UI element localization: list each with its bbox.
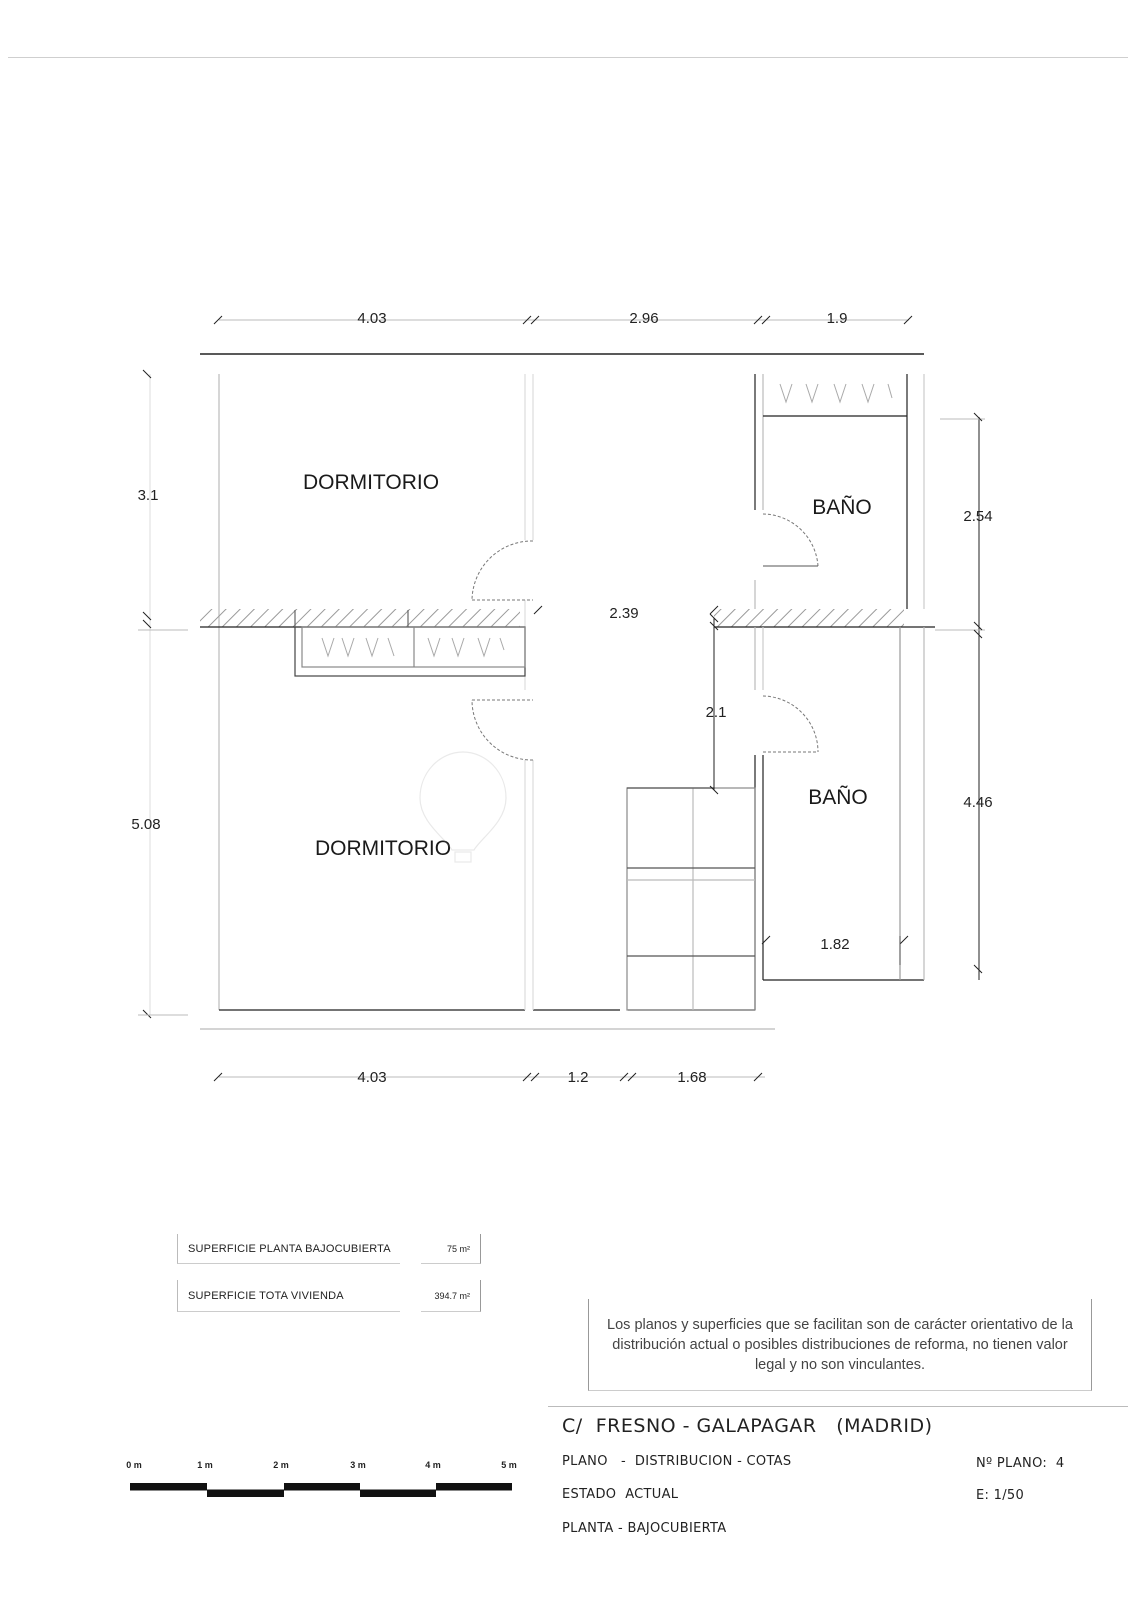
room-label-dormitorio-2: DORMITORIO xyxy=(314,837,452,860)
dim-top-1: 4.03 xyxy=(357,310,387,327)
dimension-lines xyxy=(138,316,985,1081)
area-label-total: SUPERFICIE TOTA VIVIENDA xyxy=(177,1280,400,1312)
scale-label-0: 0 m xyxy=(126,1460,142,1470)
door-swings xyxy=(472,514,818,760)
dim-bottom-1: 4.03 xyxy=(357,1069,387,1086)
plan-state: ESTADO ACTUAL xyxy=(562,1487,679,1502)
room-label-bano-1: BAÑO xyxy=(812,496,872,519)
dim-interior-3: 1.82 xyxy=(820,936,850,953)
scale-label-2: 2 m xyxy=(273,1460,289,1470)
plan-number: Nº PLANO: 4 xyxy=(976,1456,1065,1471)
dim-interior-1: 2.39 xyxy=(609,605,639,622)
area-label-bajocubierta: SUPERFICIE PLANTA BAJOCUBIERTA xyxy=(177,1234,400,1264)
area-value-total: 394.7 m² xyxy=(421,1280,481,1312)
disclaimer-text: Los planos y superficies que se facilitan son de carácter orientativo de la distribución actual o posibles distribuciones de reforma, no tienen valor legal y no son vinculantes. xyxy=(588,1299,1092,1391)
dim-left-1: 3.1 xyxy=(137,487,159,504)
walls xyxy=(200,354,935,1029)
dimension-labels xyxy=(131,310,992,1086)
dim-bottom-2: 1.2 xyxy=(567,1069,589,1086)
dim-bottom-3: 1.68 xyxy=(677,1069,707,1086)
dim-left-2: 5.08 xyxy=(131,816,161,833)
dim-interior-2: 2.1 xyxy=(705,704,727,721)
plan-type: PLANO - DISTRIBUCION - COTAS xyxy=(562,1454,792,1469)
dim-right-1: 2.54 xyxy=(963,508,993,525)
scale-label-4: 4 m xyxy=(425,1460,441,1470)
room-label-bano-2: BAÑO xyxy=(808,786,868,809)
plan-floor: PLANTA - BAJOCUBIERTA xyxy=(562,1521,727,1536)
scale-bar xyxy=(126,1460,517,1497)
scale-label-1: 1 m xyxy=(197,1460,213,1470)
scale-label-5: 5 m xyxy=(501,1460,517,1470)
plan-scale: E: 1/50 xyxy=(976,1488,1025,1503)
scale-label-3: 3 m xyxy=(350,1460,366,1470)
dim-right-2: 4.46 xyxy=(963,794,993,811)
dim-top-2: 2.96 xyxy=(629,310,659,327)
project-address: C/ FRESNO - GALAPAGAR (MADRID) xyxy=(562,1415,933,1437)
title-block xyxy=(548,1406,1128,1555)
area-value-bajocubierta: 75 m² xyxy=(421,1234,481,1264)
room-label-dormitorio-1: DORMITORIO xyxy=(302,471,440,494)
room-labels xyxy=(303,471,872,860)
dim-top-3: 1.9 xyxy=(826,310,848,327)
